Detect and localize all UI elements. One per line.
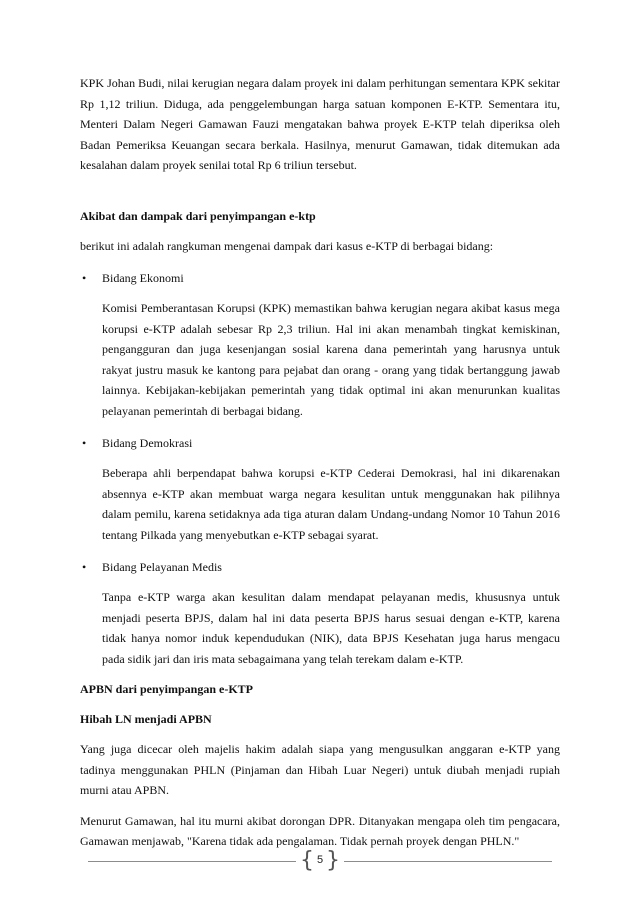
medis-paragraph: Tanpa e-KTP warga akan kesulitan dalam mendapat pelayanan medis, khususnya untuk menjadi peserta BPJS, dalam hal ini data peserta BPJS harus sesuai dengan e-KTP, karena tidak hanya nomor induk kependudukan (NIK), data BPJS Kesehatan juga harus mengacu pada sidik jari dan iris mata sebagaimana yang telah terekam dalam e-KTP.	[102, 590, 560, 666]
bullet-label: Bidang Demokrasi	[102, 436, 193, 450]
section-heading-akibat: Akibat dan dampak dari penyimpangan e-ktp	[80, 208, 316, 223]
rangkuman-paragraph: berikut ini adalah rangkuman mengenai dampak dari kasus e-KTP di berbagai bidang:	[80, 238, 494, 253]
hibah-paragraph: Yang juga dicecar oleh majelis hakim adalah siapa yang mengusulkan anggaran e-KTP yang tadinya menggunakan PHLN (Pinjaman dan Hibah Luar Negeri) untuk diubah menjadi rupiah murni atau APBN.	[80, 742, 560, 797]
left-brace-icon: {	[300, 848, 314, 873]
footer-divider-right	[344, 861, 552, 862]
page-content	[80, 73, 560, 852]
page-footer	[88, 846, 552, 876]
bullet-label: Bidang Pelayanan Medis	[102, 560, 222, 574]
right-brace-icon: }	[326, 848, 340, 873]
bullet-item-ekonomi	[80, 268, 560, 288]
bullet-item-medis	[80, 557, 560, 577]
bullet-icon: •	[82, 560, 87, 574]
gamawan-paragraph: Menurut Gamawan, hal itu murni akibat dorongan DPR. Ditanyakan mengapa oleh tim pengacara, Gamawan menjawab, "Karena tidak ada pengalaman. Tidak pernah proyek dengan PHLN."	[80, 813, 560, 848]
bullet-icon: •	[82, 271, 87, 285]
demokrasi-paragraph: Beberapa ahli berpendapat bahwa korupsi e-KTP Cederai Demokrasi, hal ini dikarenakan absennya e-KTP akan membuat warga negara kesulitan untuk menggunakan hak pilihnya dalam pemilu, karena setidaknya ada tiga aturan dalam Undang-undang Nomor 10 Tahun 2016 tentang Pilkada yang menyebutkan e-KTP sebagai syarat.	[102, 466, 560, 542]
bullet-label: Bidang Ekonomi	[102, 271, 184, 285]
footer-divider-left	[88, 861, 296, 862]
section-heading-hibah: Hibah LN menjadi APBN	[80, 712, 212, 726]
intro-paragraph: KPK Johan Budi, nilai kerugian negara dalam proyek ini dalam perhitungan sementara KPK sekitar Rp 1,12 triliun. Diduga, ada penggelembungan harga satuan komponen E-KTP. Sementara itu, Menteri Dalam Negeri Gamawan Fauzi mengatakan bahwa proyek E-KTP telah diperiksa oleh Badan Pemeriksa Keuangan secara berkala. Hasilnya, menurut Gamawan, tidak ditemukan ada kesalahan dalam proyek senilai total Rp 6 triliun tersebut.	[80, 76, 560, 172]
ekonomi-paragraph: Komisi Pemberantasan Korupsi (KPK) memastikan bahwa kerugian negara akibat kasus mega korupsi e-KTP adalah sebesar Rp 2,3 triliun. Hal ini akan menambah tingkat kemiskinan, pengangguran dan juga kesenjangan sosial karena dana pemerintah yang harusnya untuk rakyat justru masuk ke kantong para pejabat dan orang - orang yang tidak bertanggung jawab lainnya. Kebijakan-kebijakan pemerintah yang tidak optimal ini akan menurunkan kualitas pelayanan pemerintah di berbagai bidang.	[102, 301, 560, 418]
bullet-item-demokrasi	[80, 433, 560, 453]
bullet-icon: •	[82, 436, 87, 450]
page-number: 5	[316, 854, 324, 866]
section-heading-apbn: APBN dari penyimpangan e-KTP	[80, 682, 254, 696]
